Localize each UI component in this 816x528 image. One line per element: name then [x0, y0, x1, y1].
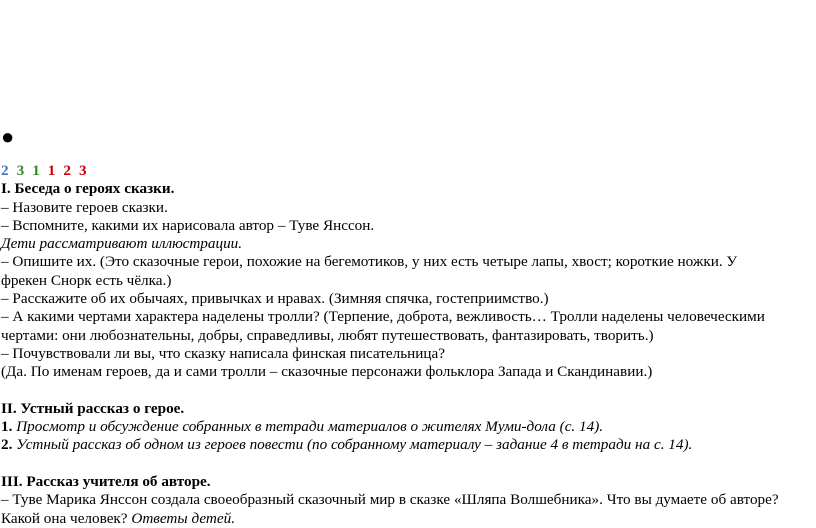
- question-line: – Опишите их. (Это сказочные герои, похожие на бегемотиков, у них есть четыре лапы, хвост; короткие ножки. У: [1, 253, 738, 271]
- number-sequence: [1, 162, 813, 180]
- item-text: Устный рассказ об одном из героев повести (по собранному материалу – задание 4 в тетради на с. 14).: [16, 436, 693, 454]
- section-heading: III. Рассказ учителя об авторе.: [1, 473, 211, 491]
- question-line: – Расскажите об их обычаях, привычках и нравах. (Зимняя спячка, гостеприимство.): [1, 290, 549, 308]
- paragraph-gap: [1, 382, 813, 400]
- answer-line: (Да. По именам героев, да и сами тролли – сказочные персонажи фольклора Запада и Скандинавии.): [1, 363, 653, 381]
- sequence-number: 3: [16, 162, 25, 179]
- paragraph-gap: [1, 455, 813, 473]
- question-text: Какой она человек?: [1, 509, 128, 527]
- question-line: – Туве Марика Янссон создала своеобразный сказочный мир в сказке «Шляпа Волшебника». Что вы думаете об авторе?: [1, 491, 779, 509]
- sequence-number: 2: [63, 162, 71, 179]
- question-line: – Вспомните, какими их нарисовала автор – Туве Янссон.: [1, 216, 375, 234]
- bullet-marker: ●: [1, 124, 15, 149]
- question-line-continued: фрекен Снорк есть чёлка.): [1, 271, 172, 289]
- section-heading: II. Устный рассказ о герое.: [1, 399, 185, 417]
- question-line: – Почувствовали ли вы, что сказку написала финская писательница?: [1, 344, 446, 362]
- question-line-continued: чертами: они любознательны, добры, справедливы, любят путешествовать, фантазировать, творить.): [1, 326, 654, 344]
- item-number: 2.: [1, 436, 13, 454]
- question-line: – А какими чертами характера наделены тролли? (Терпение, доброта, вежливость… Тролли наделены человеческими: [1, 308, 765, 326]
- question-line: – Назовите героев сказки.: [1, 198, 168, 216]
- sequence-number: 1: [47, 162, 56, 179]
- list-item: [1, 436, 813, 454]
- list-item: [1, 418, 813, 436]
- item-number: 1.: [1, 418, 13, 436]
- teacher-note: Ответы детей.: [131, 509, 235, 527]
- question-line: [1, 510, 813, 528]
- item-text: Просмотр и обсуждение собранных в тетради материалов о жителях Муми-дола (с. 14).: [16, 418, 604, 436]
- sequence-number: 1: [32, 162, 40, 179]
- section-heading: I. Беседа о героях сказки.: [1, 180, 175, 198]
- sequence-number: 2: [1, 162, 9, 179]
- sequence-number: 3: [78, 162, 87, 179]
- teacher-note: Дети рассматривают иллюстрации.: [1, 235, 243, 253]
- lesson-text: [1, 162, 813, 528]
